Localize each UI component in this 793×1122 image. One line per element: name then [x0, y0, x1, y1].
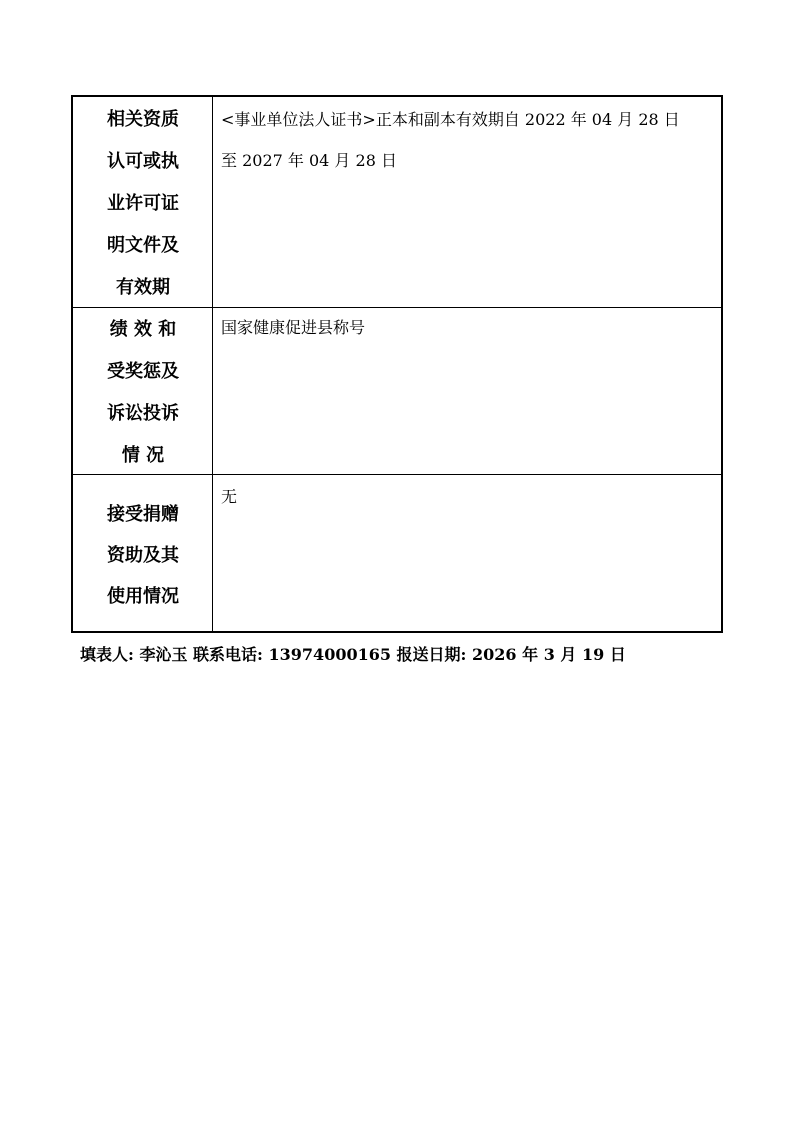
value-line: 国家健康促进县称号 — [221, 318, 366, 337]
label-line: 绩 效 和 — [109, 319, 177, 340]
table-row-qualification — [73, 97, 721, 308]
row-label-qualification — [73, 97, 213, 307]
value-line: 至 2027 年 04 月 28 日 — [221, 151, 397, 170]
report-footer: 填表人: 李沁玉 联系电话: 13974000165 报送日期: 2026 年 3 月 19 日 — [80, 645, 626, 664]
row-value-performance — [213, 308, 721, 474]
table-row-donations — [73, 475, 721, 631]
row-value-qualification — [213, 97, 721, 307]
label-line: 业许可证 — [107, 193, 179, 214]
row-label-performance — [73, 308, 213, 474]
label-line: 有效期 — [116, 277, 170, 298]
label-line: 认可或执 — [107, 151, 179, 172]
table-row-performance — [73, 308, 721, 475]
label-line: 相关资质 — [107, 109, 179, 130]
label-line: 接受捐赠 — [107, 504, 179, 525]
row-value-donations — [213, 475, 721, 631]
report-table — [71, 95, 723, 633]
label-line: 明文件及 — [107, 235, 179, 256]
label-line: 诉讼投诉 — [107, 403, 179, 424]
value-line: 无 — [221, 487, 238, 506]
label-line: 受奖惩及 — [107, 361, 179, 382]
label-line: 情 况 — [121, 445, 165, 466]
label-line: 资助及其 — [107, 545, 179, 566]
label-line: 使用情况 — [107, 586, 179, 607]
row-label-donations — [73, 475, 213, 631]
value-line: <事业单位法人证书>正本和副本有效期自 2022 年 04 月 28 日 — [221, 110, 680, 129]
